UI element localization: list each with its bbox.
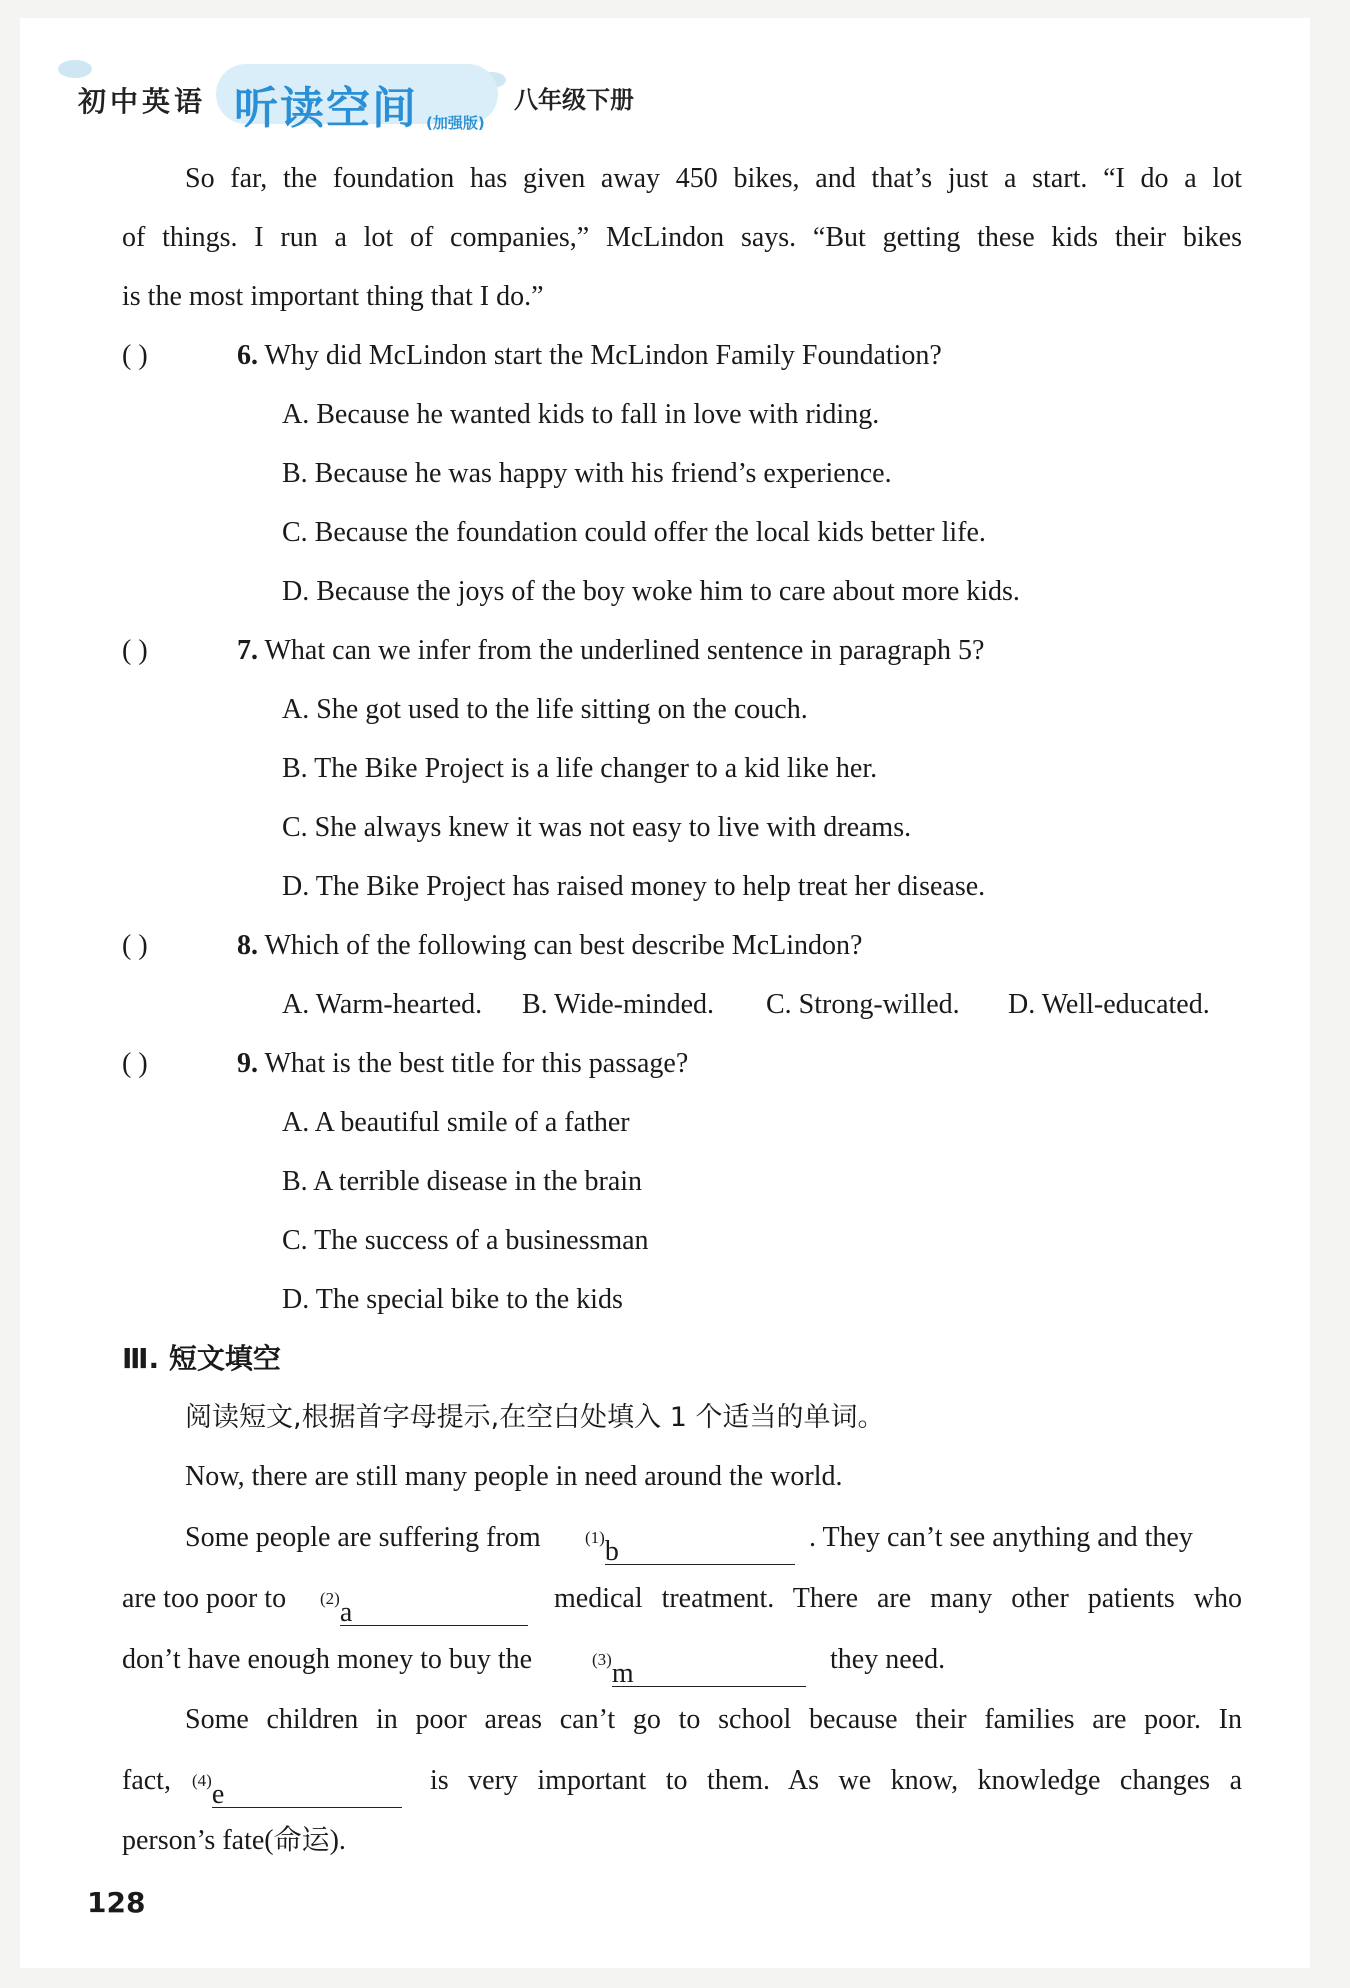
- option-7a: A. She got used to the life sitting on the couch.: [282, 694, 808, 725]
- section-instruction: 阅读短文,根据首字母提示,在空白处填入 1 个适当的单词。: [185, 1402, 885, 1433]
- question-number: 8.: [237, 930, 258, 961]
- page-header: [58, 50, 758, 134]
- series-title: 初中英语: [78, 85, 207, 118]
- blank-line[interactable]: [212, 1777, 402, 1808]
- cloud-decoration: [58, 60, 92, 78]
- blank-3[interactable]: [592, 1642, 806, 1687]
- passage-line: is very important to them. As we know, knowledge changes a: [430, 1765, 1242, 1796]
- question-stem: What can we infer from the underlined sentence in paragraph 5?: [264, 635, 985, 666]
- passage-line: they need.: [830, 1644, 946, 1675]
- option-9d: D. The special bike to the kids: [282, 1284, 623, 1315]
- question-stem: What is the best title for this passage?: [264, 1048, 689, 1079]
- option-9b: B. A terrible disease in the brain: [282, 1166, 643, 1197]
- passage-line: are too poor to: [122, 1583, 287, 1614]
- edition-label: (加强版): [426, 114, 485, 132]
- passage-line: medical treatment. There are many other patients who: [554, 1583, 1242, 1614]
- passage-line: . They can’t see anything and they: [809, 1522, 1193, 1553]
- option-6c: C. Because the foundation could offer the local kids better life.: [282, 517, 986, 548]
- blank-number: (1): [585, 1528, 605, 1547]
- question-6: [237, 338, 942, 374]
- question-number: 7.: [237, 635, 258, 666]
- blank-line[interactable]: [340, 1595, 528, 1626]
- blank-number: (2): [320, 1589, 340, 1608]
- page-number: 128: [87, 1886, 146, 1919]
- question-stem: Why did McLindon start the McLindon Family Foundation?: [264, 340, 942, 371]
- option-8c: C. Strong-willed.: [766, 989, 960, 1020]
- option-8a: A. Warm-hearted.: [282, 989, 483, 1020]
- logo-text: 听读空间: [234, 83, 418, 134]
- question-number: 6.: [237, 340, 258, 371]
- option-6b: B. Because he was happy with his friend’s experience.: [282, 458, 892, 489]
- intro-line-2: of things. I run a lot of companies,” McLindon says. “But getting these kids their bikes: [122, 222, 1242, 253]
- blank-line[interactable]: [605, 1534, 795, 1565]
- blank-2[interactable]: [320, 1581, 528, 1626]
- intro-line-1: So far, the foundation has given away 450 bikes, and that’s just a start. “I do a lot: [185, 163, 1242, 194]
- answer-paren-8[interactable]: ( ): [122, 930, 148, 961]
- hint-letter: a: [339, 1597, 353, 1628]
- section-title: Ⅲ. 短文填空: [122, 1342, 281, 1375]
- hint-letter: m: [611, 1658, 634, 1689]
- question-stem: Which of the following can best describe McLindon?: [264, 930, 863, 961]
- hint-letter: b: [604, 1536, 619, 1567]
- option-7b: B. The Bike Project is a life changer to a kid like her.: [282, 753, 878, 784]
- answer-paren-6[interactable]: ( ): [122, 340, 148, 371]
- blank-line[interactable]: [612, 1656, 806, 1687]
- blank-4[interactable]: [192, 1763, 402, 1808]
- blank-1[interactable]: [585, 1520, 795, 1565]
- passage-line: Some people are suffering from: [185, 1522, 541, 1553]
- option-8d: D. Well-educated.: [1008, 989, 1210, 1020]
- hint-letter: e: [211, 1779, 225, 1810]
- question-9: [237, 1046, 688, 1082]
- question-7: [237, 633, 984, 669]
- blank-number: (4): [192, 1771, 212, 1790]
- answer-paren-9[interactable]: ( ): [122, 1048, 148, 1079]
- option-9c: C. The success of a businessman: [282, 1225, 649, 1256]
- intro-line-3: is the most important thing that I do.”: [122, 281, 544, 312]
- passage-line: fact,: [122, 1765, 171, 1796]
- blank-number: (3): [592, 1650, 612, 1669]
- answer-paren-7[interactable]: ( ): [122, 635, 148, 666]
- option-6d: D. Because the joys of the boy woke him to care about more kids.: [282, 576, 1020, 607]
- passage-line: Now, there are still many people in need around the world.: [185, 1461, 843, 1492]
- option-8b: B. Wide-minded.: [522, 989, 714, 1020]
- grade-label: 八年级下册: [514, 86, 634, 114]
- passage-line: person’s fate(命运).: [122, 1825, 346, 1856]
- passage-line: don’t have enough money to buy the: [122, 1644, 533, 1675]
- question-number: 9.: [237, 1048, 258, 1079]
- passage-line: Some children in poor areas can’t go to school because their families are poor. In: [185, 1704, 1242, 1735]
- option-7c: C. She always knew it was not easy to live with dreams.: [282, 812, 912, 843]
- question-8: [237, 928, 862, 964]
- option-6a: A. Because he wanted kids to fall in love with riding.: [282, 399, 880, 430]
- option-9a: A. A beautiful smile of a father: [282, 1107, 630, 1138]
- option-7d: D. The Bike Project has raised money to help treat her disease.: [282, 871, 986, 902]
